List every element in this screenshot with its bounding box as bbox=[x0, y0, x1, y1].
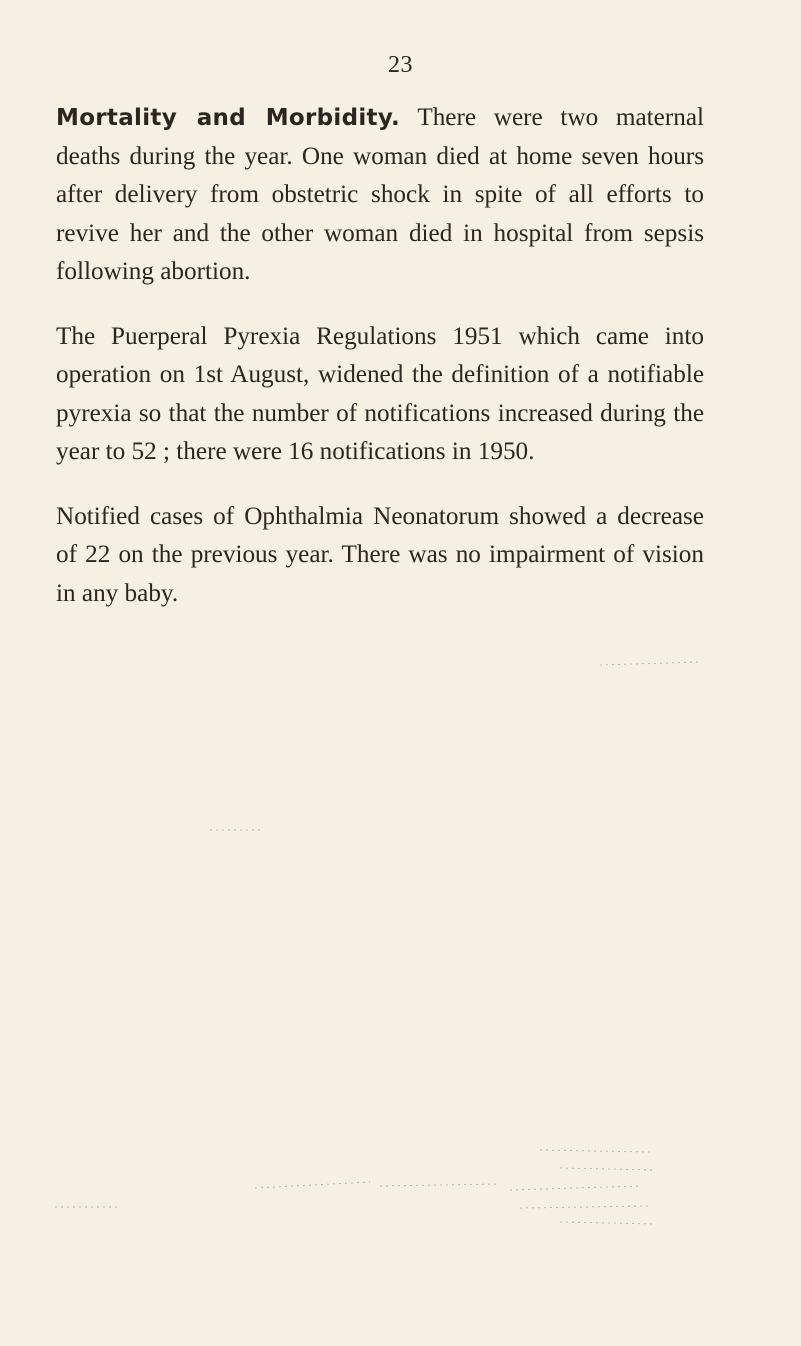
paragraph-text: There were two maternal deaths during the year. One woman died at home seven hours after delivery from obstetric shock in spite of all efforts to revive her and the other woman died in hospital from sepsis following abortion. bbox=[56, 104, 704, 285]
paragraph-mortality bbox=[56, 99, 704, 292]
paragraph-puerperal-pyrexia bbox=[56, 318, 704, 472]
section-heading: Mortality and Morbidity. bbox=[56, 105, 401, 131]
page-number: 23 bbox=[388, 52, 413, 78]
paragraph-text: Notified cases of Ophthalmia Neonatorum showed a decrease of 22 on the previous year. There was no impairment of vision in any baby. bbox=[56, 502, 704, 607]
paragraph-ophthalmia bbox=[56, 498, 704, 614]
paragraph-text: The Puerperal Pyrexia Regulations 1951 which came into operation on 1st August, widened the definition of a notifiable pyrexia so that the number of notifications increased during the year to 52 ; there were 16 notifications in 1950. bbox=[56, 322, 704, 465]
page-body bbox=[56, 99, 704, 639]
